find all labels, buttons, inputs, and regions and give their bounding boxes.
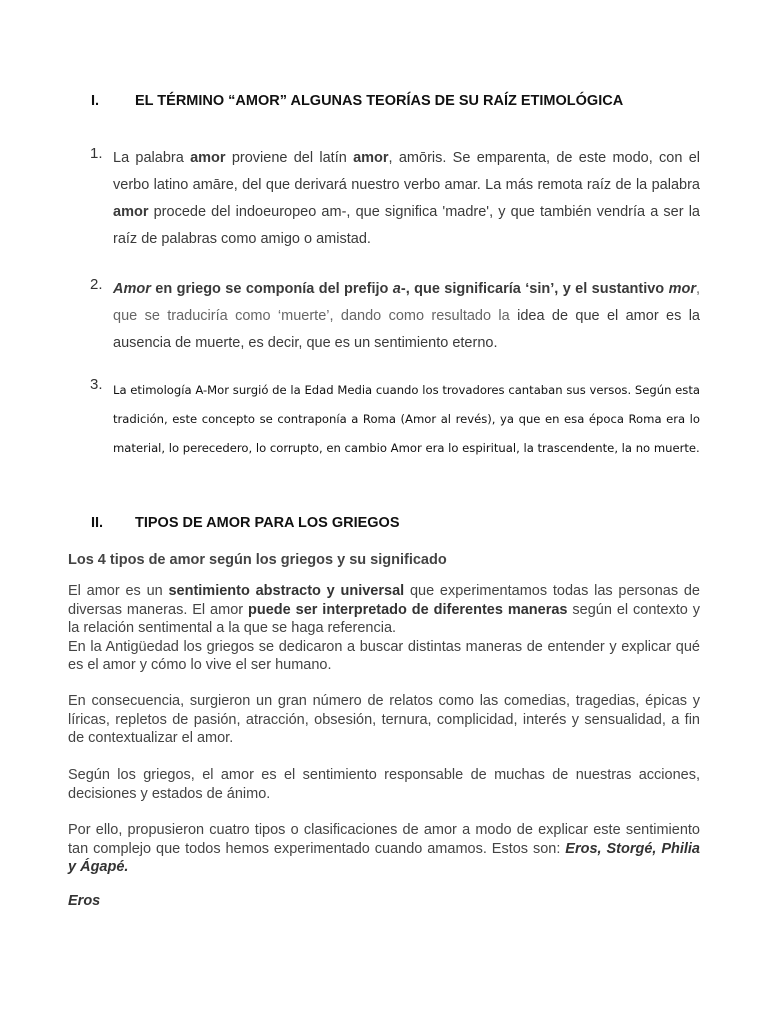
- text-run: La palabra: [113, 150, 191, 166]
- bold-text-run: en griego se componía del prefijo: [150, 281, 393, 297]
- section-heading-2: [91, 515, 400, 531]
- light-text-run: , que se traduciría como ‘muerte’, dando como resultado la: [113, 281, 700, 324]
- list-number: 3.: [90, 376, 103, 393]
- bold-term: amor: [353, 150, 389, 166]
- bold-text-run: -, que significaría ‘sin’, y el sustantivo: [400, 281, 669, 297]
- text-run: Por ello, propusieron cuatro tipos o clasificaciones de amor a modo de explicar este sentimiento tan complejo que todos hemos experimentado cuando amamos. Estos son:: [68, 822, 700, 857]
- bold-term: amor: [190, 150, 226, 166]
- bold-italic-term: a: [392, 281, 401, 297]
- bold-italic-term: Amor: [113, 281, 151, 297]
- bold-italic-term: mor: [668, 281, 696, 297]
- list-item-text: [113, 145, 700, 253]
- paragraph-2: En consecuencia, surgieron un gran número de relatos como las comedias, tragedias, épicas y líricas, repletos de pasión, atracción, obsesión, ternura, complicidad, interés y sensualidad, a fin de contextualizar el amor.: [68, 693, 700, 746]
- subtitle: Los 4 tipos de amor según los griegos y su significado: [68, 552, 447, 568]
- section-title: EL TÉRMINO “AMOR” ALGUNAS TEORÍAS DE SU RAÍZ ETIMOLÓGICA: [135, 93, 624, 109]
- text-run: , amōris. Se emparenta, de este modo, con el verbo latino amāre, del que derivará nuestro verbo amar. La más remota raíz de la palabra: [113, 150, 700, 193]
- paragraph-1: [68, 582, 700, 675]
- bold-term: puede ser interpretado de diferentes maneras: [248, 601, 568, 618]
- bold-term: sentimiento abstracto y universal: [168, 583, 405, 599]
- subsection-heading-eros: Eros: [68, 893, 101, 909]
- section-heading-1: [91, 93, 623, 109]
- bold-term: amor: [113, 204, 149, 220]
- list-item-2: [90, 276, 700, 357]
- text-run: según el contexto y la relación sentimental a la que se haga referencia.: [68, 601, 700, 636]
- text-run: En la Antigüedad los griegos se dedicaron a buscar distintas maneras de entender y explicar qué es el amor y cómo lo vive el ser humano.: [68, 638, 700, 673]
- section-number: I.: [91, 93, 100, 109]
- text-run: El amor es un: [68, 583, 169, 599]
- list-item-text: La etimología A-Mor surgió de la Edad Media cuando los trovadores cantaban sus versos. Según esta tradición, este concepto se contraponía a Roma (Amor al revés), ya que en esa época Roma era lo material, lo perecedero, lo corrupto, en cambio Amor era lo espiritual, la trascendente, la no muerte.: [113, 383, 700, 455]
- list-item-text: [113, 276, 700, 357]
- bold-italic-term: Eros, Storgé, Philia y Ágapé.: [68, 840, 700, 875]
- text-run: procede del indoeuropeo am-, que significa 'madre', y que también vendría a ser la raíz de palabras como amigo o amistad.: [113, 204, 700, 247]
- list-number: 2.: [90, 276, 103, 293]
- list-item-3: [90, 376, 700, 463]
- text-run: proviene del latín: [225, 150, 354, 166]
- paragraph-3: Según los griegos, el amor es el sentimiento responsable de muchas de nuestras acciones, decisiones y estados de ánimo.: [68, 767, 700, 802]
- paragraph-4: [68, 821, 700, 877]
- text-run: idea de que el amor es la ausencia de muerte, es decir, que es un sentimiento eterno.: [113, 308, 700, 351]
- list-item-1: [90, 145, 700, 253]
- list-number: 1.: [90, 145, 103, 162]
- section-title: TIPOS DE AMOR PARA LOS GRIEGOS: [135, 515, 400, 531]
- section-number: II.: [91, 515, 104, 531]
- text-run: que experimentamos todas las personas de diversas maneras. El amor: [68, 583, 700, 618]
